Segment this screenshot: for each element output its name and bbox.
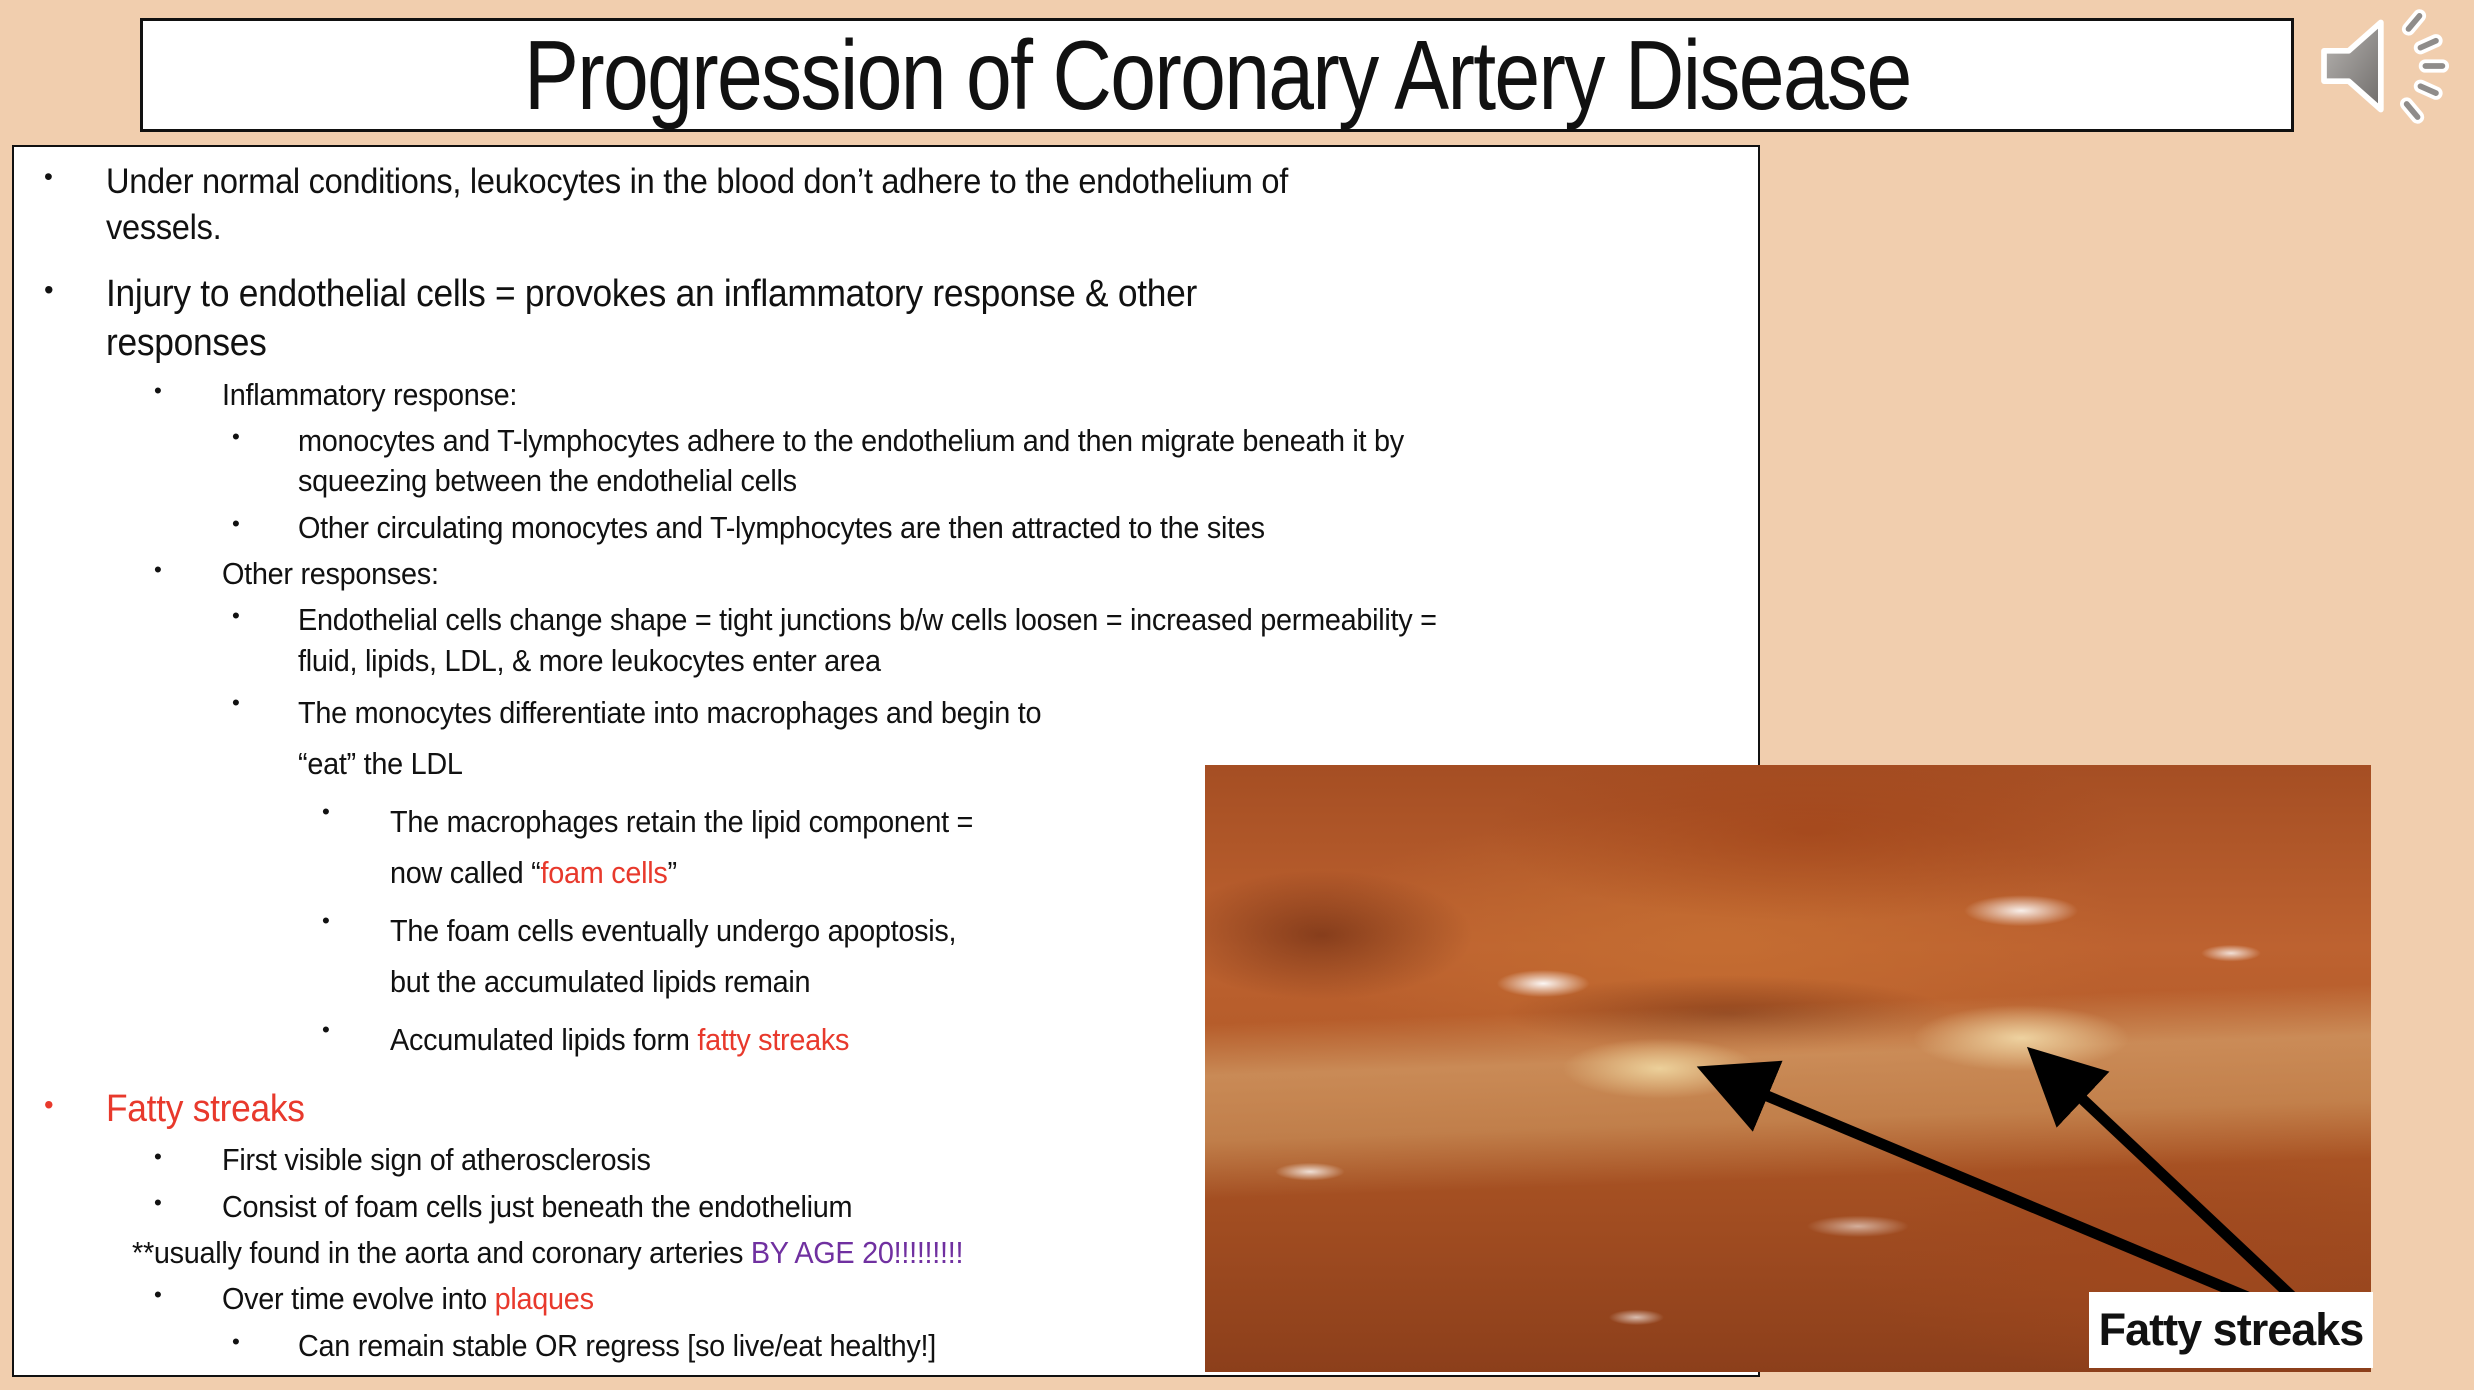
audio-speaker-icon[interactable] (2288, 0, 2468, 132)
bullet-text: The monocytes differentiate into macrophages and begin to “eat” the LDL (298, 694, 1042, 782)
artery-photo-image (1205, 765, 2371, 1372)
bullet-marker: • (232, 510, 240, 536)
bullet-marker: • (154, 557, 162, 583)
bullet-text: Can remain stable OR regress [so live/eat healthy!] (298, 1327, 936, 1363)
bullet-text: Injury to endothelial cells = provokes an inflammatory response & other responses (106, 273, 1198, 365)
bullet-marker: • (232, 1328, 240, 1354)
bullet-text: Inflammatory response: (222, 376, 518, 412)
bullet-item (14, 159, 1758, 250)
bullet-marker: • (232, 690, 240, 715)
bullet-text: Fatty streaks (106, 1088, 305, 1131)
bullet-item (14, 554, 1758, 594)
bullet-item (14, 375, 1758, 415)
bullet-marker: • (44, 162, 53, 191)
bullet-marker: • (154, 377, 162, 403)
speaker-sound-waves (2400, 9, 2447, 124)
bullet-marker: • (322, 798, 330, 824)
bullet-item (14, 508, 1758, 548)
bullet-text: Consist of foam cells just beneath the endothelium (222, 1188, 853, 1224)
bullet-text: The foam cells eventually undergo apoptosis, but the accumulated lipids remain (390, 912, 957, 1000)
bullet-marker: • (232, 603, 240, 629)
title-box (140, 18, 2294, 132)
bullet-text: Over time evolve into plaques (222, 1281, 594, 1317)
bullet-text: monocytes and T-lymphocytes adhere to the endothelium and then migrate beneath it by squeezing between the endothelial cells (298, 423, 1404, 499)
annotation-arrows (1205, 765, 2371, 1372)
bullet-marker: • (322, 1016, 330, 1042)
speaker-body (2324, 22, 2381, 109)
bullet-marker: • (154, 1189, 162, 1215)
bullet-text: First visible sign of atherosclerosis (222, 1142, 651, 1178)
bullet-text: Other responses: (222, 556, 439, 591)
bullet-text: Other circulating monocytes and T-lymphocytes are then attracted to the sites (298, 509, 1265, 545)
bullet-marker: • (44, 1088, 54, 1120)
bullet-item (14, 421, 1758, 502)
bullet-text: Under normal conditions, leukocytes in the blood don’t adhere to the endothelium of vessels. (106, 162, 1288, 247)
bullet-marker: • (322, 907, 330, 933)
page-title: Progression of Coronary Artery Disease (523, 20, 1911, 130)
bullet-item (14, 270, 1758, 369)
bullet-text: The macrophages retain the lipid component = now called “foam cells” (390, 803, 974, 891)
bullet-marker: • (154, 1143, 162, 1169)
bullet-item (14, 600, 1758, 681)
bullet-text: Endothelial cells change shape = tight junctions b/w cells loosen = increased permeability = fluid, lipids, LDL, & more leukocytes enter area (298, 602, 1437, 678)
bullet-marker: • (154, 1282, 162, 1308)
bullet-marker: • (44, 273, 54, 305)
bullet-marker: • (232, 424, 240, 450)
bullet-text: Accumulated lipids form fatty streaks (390, 1021, 850, 1057)
bullet-text: **usually found in the aorta and coronary arteries BY AGE 20!!!!!!!!! (132, 1235, 964, 1271)
photo-caption-fatty-streaks: Fatty streaks (2089, 1292, 2373, 1368)
